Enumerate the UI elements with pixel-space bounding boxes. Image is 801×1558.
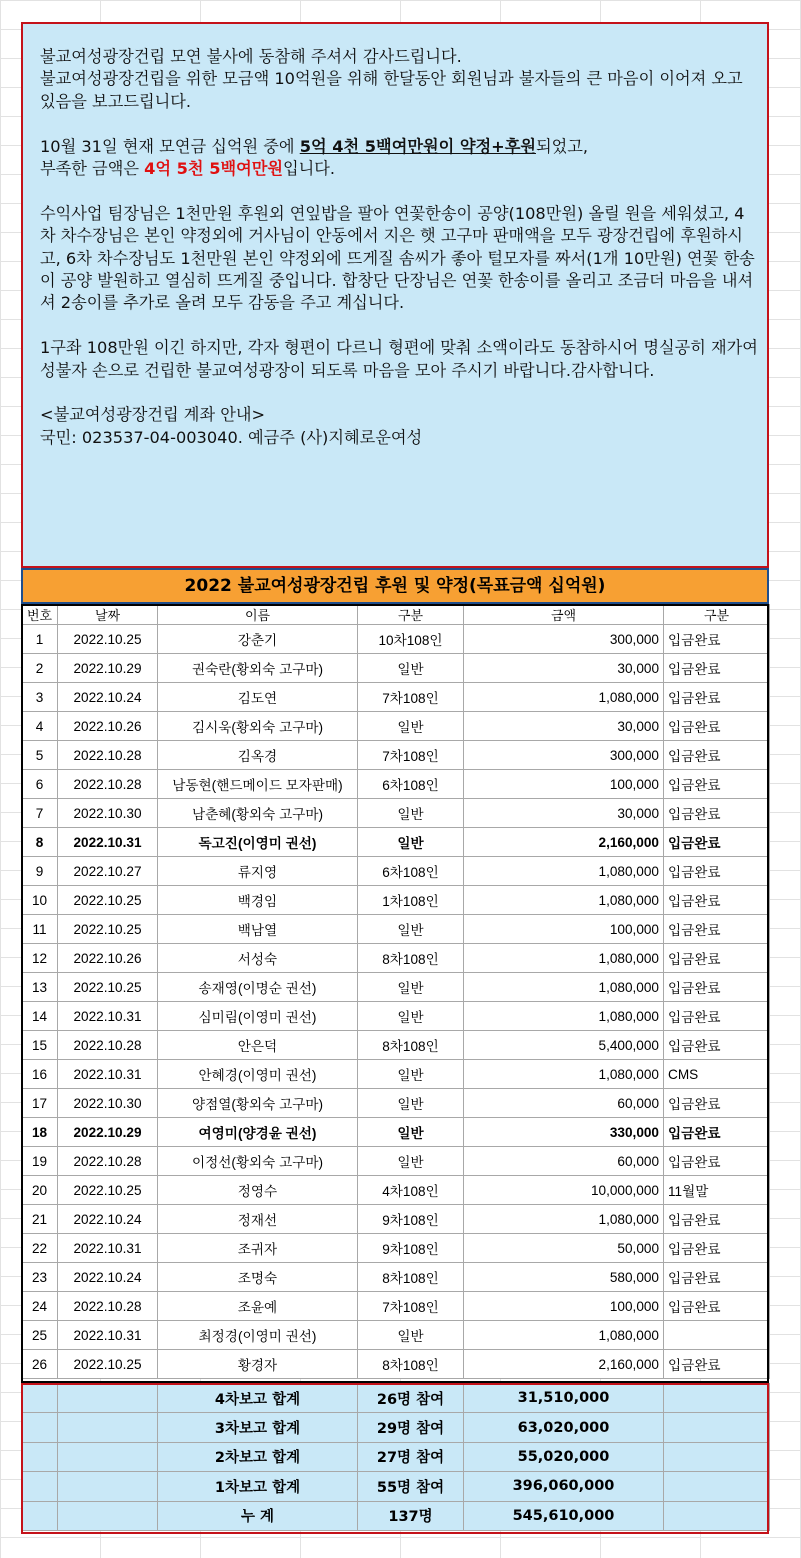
row-type: 일반 <box>358 654 464 683</box>
row-type: 6차108인 <box>358 857 464 886</box>
summary-label: 4차보고 합계 <box>158 1384 358 1413</box>
table-row <box>22 712 770 741</box>
row-name: 류지영 <box>158 857 358 886</box>
row-name: 이정선(황외숙 고구마) <box>158 1147 358 1176</box>
donation-table <box>21 604 770 1379</box>
row-type: 일반 <box>358 1089 464 1118</box>
row-type: 8차108인 <box>358 1350 464 1379</box>
row-date: 2022.10.26 <box>58 944 158 973</box>
row-status: 입금완료 <box>664 654 770 683</box>
row-date: 2022.10.25 <box>58 625 158 654</box>
row-type: 일반 <box>358 1118 464 1147</box>
summary-blank <box>58 1413 158 1442</box>
row-date: 2022.10.31 <box>58 1321 158 1350</box>
row-status: 입금완료 <box>664 712 770 741</box>
table-row <box>22 1321 770 1350</box>
row-name: 조윤예 <box>158 1292 358 1321</box>
row-type: 일반 <box>358 712 464 741</box>
row-date: 2022.10.29 <box>58 654 158 683</box>
row-amount: 1,080,000 <box>464 857 664 886</box>
row-no: 10 <box>22 886 58 915</box>
row-type: 일반 <box>358 973 464 1002</box>
summary-participants: 27명 참여 <box>358 1442 464 1471</box>
row-amount: 100,000 <box>464 1292 664 1321</box>
row-no: 16 <box>22 1060 58 1089</box>
row-no: 12 <box>22 944 58 973</box>
summary-amount: 396,060,000 <box>464 1472 664 1501</box>
row-no: 22 <box>22 1234 58 1263</box>
row-name: 심미림(이영미 권선) <box>158 1002 358 1031</box>
row-no: 24 <box>22 1292 58 1321</box>
summary-participants: 137명 <box>358 1501 464 1530</box>
row-status: 입금완료 <box>664 799 770 828</box>
table-title: 2022 불교여성광장건립 후원 및 약정(목표금액 십억원) <box>21 568 769 604</box>
row-name: 정영수 <box>158 1176 358 1205</box>
row-date: 2022.10.24 <box>58 683 158 712</box>
summary-body <box>22 1384 770 1531</box>
summary-blank <box>664 1413 770 1442</box>
col-header-amount: 금액 <box>464 605 664 625</box>
pledged-amount: 5억 4천 5백여만원이 약정+후원 <box>299 136 536 156</box>
summary-blank <box>22 1501 58 1530</box>
row-amount: 2,160,000 <box>464 1350 664 1379</box>
table-row <box>22 770 770 799</box>
notice-report: 불교여성광장건립을 위한 모금액 10억원을 위해 한달동안 회원님과 불자들의 큰 마음이 이어져 오고 있음을 보고드립니다. <box>40 69 743 111</box>
row-type: 8차108인 <box>358 1263 464 1292</box>
row-amount: 30,000 <box>464 654 664 683</box>
row-date: 2022.10.31 <box>58 1234 158 1263</box>
row-status: 입금완료 <box>664 1263 770 1292</box>
row-date: 2022.10.25 <box>58 1176 158 1205</box>
summary-blank <box>58 1442 158 1471</box>
row-status: 11월말 <box>664 1176 770 1205</box>
table-row <box>22 1002 770 1031</box>
row-amount: 100,000 <box>464 915 664 944</box>
row-date: 2022.10.24 <box>58 1263 158 1292</box>
row-no: 7 <box>22 799 58 828</box>
table-row <box>22 1234 770 1263</box>
row-status: 입금완료 <box>664 1147 770 1176</box>
notice-box <box>21 22 769 568</box>
row-name: 최정경(이영미 권선) <box>158 1321 358 1350</box>
table-row <box>22 973 770 1002</box>
row-name: 조명숙 <box>158 1263 358 1292</box>
row-date: 2022.10.26 <box>58 712 158 741</box>
row-no: 14 <box>22 1002 58 1031</box>
table-row <box>22 1292 770 1321</box>
row-date: 2022.10.27 <box>58 857 158 886</box>
row-no: 8 <box>22 828 58 857</box>
row-status: 입금완료 <box>664 1089 770 1118</box>
row-amount: 1,080,000 <box>464 683 664 712</box>
row-type: 7차108인 <box>358 683 464 712</box>
row-amount: 30,000 <box>464 799 664 828</box>
row-date: 2022.10.28 <box>58 1292 158 1321</box>
table-row <box>22 799 770 828</box>
row-type: 일반 <box>358 1321 464 1350</box>
table-row <box>22 1147 770 1176</box>
summary-blank <box>22 1472 58 1501</box>
row-type: 일반 <box>358 1060 464 1089</box>
summary-participants: 29명 참여 <box>358 1413 464 1442</box>
row-amount: 1,080,000 <box>464 1205 664 1234</box>
notice-shortfall: 부족한 금액은 4억 5천 5백여만원입니다. <box>40 159 336 179</box>
row-date: 2022.10.30 <box>58 799 158 828</box>
table-row <box>22 1089 770 1118</box>
row-name: 백남열 <box>158 915 358 944</box>
row-name: 양점열(황외숙 고구마) <box>158 1089 358 1118</box>
summary-amount: 31,510,000 <box>464 1384 664 1413</box>
row-amount: 300,000 <box>464 625 664 654</box>
row-no: 5 <box>22 741 58 770</box>
row-name: 송재영(이명순 권선) <box>158 973 358 1002</box>
row-amount: 580,000 <box>464 1263 664 1292</box>
summary-label: 3차보고 합계 <box>158 1413 358 1442</box>
row-name: 김도연 <box>158 683 358 712</box>
summary-row <box>22 1413 770 1442</box>
row-status: 입금완료 <box>664 1205 770 1234</box>
row-date: 2022.10.31 <box>58 1002 158 1031</box>
row-amount: 1,080,000 <box>464 1002 664 1031</box>
table-row <box>22 1031 770 1060</box>
summary-blank <box>664 1384 770 1413</box>
row-no: 11 <box>22 915 58 944</box>
row-amount: 60,000 <box>464 1147 664 1176</box>
summary-blank <box>22 1442 58 1471</box>
row-type: 일반 <box>358 915 464 944</box>
summary-blank <box>664 1472 770 1501</box>
row-status: CMS <box>664 1060 770 1089</box>
row-no: 25 <box>22 1321 58 1350</box>
row-type: 7차108인 <box>358 1292 464 1321</box>
summary-row <box>22 1384 770 1413</box>
notice-status: 10월 31일 현재 모연금 십억원 중에 5억 4천 5백여만원이 약정+후원되었고, <box>40 136 589 156</box>
table-row <box>22 625 770 654</box>
row-status: 입금완료 <box>664 857 770 886</box>
row-name: 남동현(핸드메이드 모자판매) <box>158 770 358 799</box>
col-header-date: 날짜 <box>58 605 158 625</box>
row-amount: 1,080,000 <box>464 944 664 973</box>
row-no: 15 <box>22 1031 58 1060</box>
summary-amount: 63,020,000 <box>464 1413 664 1442</box>
row-type: 10차108인 <box>358 625 464 654</box>
row-amount: 60,000 <box>464 1089 664 1118</box>
table-row <box>22 683 770 712</box>
row-status: 입금완료 <box>664 1234 770 1263</box>
row-date: 2022.10.28 <box>58 741 158 770</box>
row-date: 2022.10.28 <box>58 770 158 799</box>
row-amount: 1,080,000 <box>464 1321 664 1350</box>
table-row <box>22 1176 770 1205</box>
table-row <box>22 944 770 973</box>
shortfall-amount: 4억 5천 5백여만원 <box>144 159 284 179</box>
row-date: 2022.10.28 <box>58 1031 158 1060</box>
row-status: 입금완료 <box>664 770 770 799</box>
summary-label: 1차보고 합계 <box>158 1472 358 1501</box>
table-row <box>22 1263 770 1292</box>
row-status: 입금완료 <box>664 1031 770 1060</box>
row-name: 김시욱(황외숙 고구마) <box>158 712 358 741</box>
summary-blank <box>58 1501 158 1530</box>
table-row <box>22 915 770 944</box>
row-type: 1차108인 <box>358 886 464 915</box>
row-status: 입금완료 <box>664 973 770 1002</box>
row-status: 입금완료 <box>664 1292 770 1321</box>
row-no: 4 <box>22 712 58 741</box>
summary-label: 2차보고 합계 <box>158 1442 358 1471</box>
account-title: <불교여성광장건립 계좌 안내> <box>40 405 266 425</box>
summary-amount: 55,020,000 <box>464 1442 664 1471</box>
row-no: 19 <box>22 1147 58 1176</box>
row-type: 일반 <box>358 1002 464 1031</box>
table-row <box>22 654 770 683</box>
row-status: 입금완료 <box>664 944 770 973</box>
row-date: 2022.10.28 <box>58 1147 158 1176</box>
row-type: 일반 <box>358 1147 464 1176</box>
row-type: 7차108인 <box>358 741 464 770</box>
row-no: 17 <box>22 1089 58 1118</box>
row-amount: 300,000 <box>464 741 664 770</box>
row-date: 2022.10.25 <box>58 915 158 944</box>
summary-row <box>22 1442 770 1471</box>
row-name: 황경자 <box>158 1350 358 1379</box>
summary-blank <box>664 1442 770 1471</box>
row-type: 일반 <box>358 799 464 828</box>
row-no: 3 <box>22 683 58 712</box>
row-date: 2022.10.31 <box>58 828 158 857</box>
row-status: 입금완료 <box>664 1002 770 1031</box>
row-no: 26 <box>22 1350 58 1379</box>
row-no: 20 <box>22 1176 58 1205</box>
table-row <box>22 886 770 915</box>
summary-row <box>22 1472 770 1501</box>
row-name: 서성숙 <box>158 944 358 973</box>
row-amount: 330,000 <box>464 1118 664 1147</box>
summary-blank <box>22 1413 58 1442</box>
summary-amount: 545,610,000 <box>464 1501 664 1530</box>
row-status: 입금완료 <box>664 1350 770 1379</box>
table-row <box>22 1205 770 1234</box>
summary-row <box>22 1501 770 1530</box>
row-status: 입금완료 <box>664 625 770 654</box>
row-amount: 100,000 <box>464 770 664 799</box>
row-name: 백경임 <box>158 886 358 915</box>
row-no: 18 <box>22 1118 58 1147</box>
row-no: 1 <box>22 625 58 654</box>
row-date: 2022.10.24 <box>58 1205 158 1234</box>
table-row <box>22 828 770 857</box>
row-date: 2022.10.25 <box>58 886 158 915</box>
row-name: 조귀자 <box>158 1234 358 1263</box>
row-type: 일반 <box>358 828 464 857</box>
row-no: 6 <box>22 770 58 799</box>
row-date: 2022.10.31 <box>58 1060 158 1089</box>
row-type: 6차108인 <box>358 770 464 799</box>
row-status: 입금완료 <box>664 828 770 857</box>
row-status: 입금완료 <box>664 683 770 712</box>
row-status <box>664 1321 770 1350</box>
table-row <box>22 1060 770 1089</box>
table-header-row <box>22 605 770 625</box>
row-status: 입금완료 <box>664 741 770 770</box>
col-header-no: 번호 <box>22 605 58 625</box>
summary-table <box>21 1383 770 1531</box>
row-name: 안은덕 <box>158 1031 358 1060</box>
summary-blank <box>58 1384 158 1413</box>
row-amount: 30,000 <box>464 712 664 741</box>
row-type: 8차108인 <box>358 944 464 973</box>
table-row <box>22 741 770 770</box>
notice-stories: 수익사업 팀장님은 1천만원 후원외 연잎밥을 팔아 연꽃한송이 공양(108만원) 올릴 원을 세워셨고, 4차 차수장님은 본인 약정외에 거사님이 안동에서 지은 햇 고구마 판매액을 모두 광장건립에 후원하시고, 6차 차수장님도 1천만원 본인 약정외에 뜨게질 솜씨가 좋아 털모자를 짜서(1개 10만원) 연꽃 한송이 공양 발원하고 열심히 뜨게질 중입니다. 합창단 단장님은 연꽃 한송이를 올리고 조금더 마음을 내셔셔 2송이를 추가로 올려 모두 감동을 주고 계십니다. <box>40 203 755 313</box>
notice-appeal: 1구좌 108만원 이긴 하지만, 각자 형편이 다르니 형편에 맞춰 소액이라도 동참하시어 명실공히 재가여성불자 손으로 건립한 불교여성광장이 되도록 마음을 모아 주시기 바랍니다.감사합니다. <box>40 338 758 380</box>
row-status: 입금완료 <box>664 1118 770 1147</box>
table-body <box>22 625 770 1379</box>
row-amount: 1,080,000 <box>464 886 664 915</box>
row-date: 2022.10.29 <box>58 1118 158 1147</box>
row-amount: 1,080,000 <box>464 1060 664 1089</box>
account-info: 국민: 023537-04-003040. 예금주 (사)지혜로운여성 <box>40 427 423 447</box>
row-name: 강춘기 <box>158 625 358 654</box>
row-no: 2 <box>22 654 58 683</box>
col-header-status: 구분 <box>664 605 770 625</box>
row-name: 여영미(양경윤 권선) <box>158 1118 358 1147</box>
row-name: 김옥경 <box>158 741 358 770</box>
row-amount: 2,160,000 <box>464 828 664 857</box>
row-no: 9 <box>22 857 58 886</box>
summary-participants: 26명 참여 <box>358 1384 464 1413</box>
row-type: 4차108인 <box>358 1176 464 1205</box>
table-row <box>22 1350 770 1379</box>
row-name: 권숙란(황외숙 고구마) <box>158 654 358 683</box>
summary-participants: 55명 참여 <box>358 1472 464 1501</box>
col-header-name: 이름 <box>158 605 358 625</box>
row-name: 독고진(이영미 권선) <box>158 828 358 857</box>
row-name: 안혜경(이영미 권선) <box>158 1060 358 1089</box>
row-no: 21 <box>22 1205 58 1234</box>
row-status: 입금완료 <box>664 886 770 915</box>
notice-thanks: 불교여성광장건립 모연 불사에 동참해 주셔서 감사드립니다. <box>40 47 462 66</box>
row-status: 입금완료 <box>664 915 770 944</box>
row-amount: 50,000 <box>464 1234 664 1263</box>
row-amount: 10,000,000 <box>464 1176 664 1205</box>
summary-label: 누 계 <box>158 1501 358 1530</box>
row-amount: 5,400,000 <box>464 1031 664 1060</box>
summary-blank <box>22 1384 58 1413</box>
table-row <box>22 857 770 886</box>
row-name: 남춘혜(황외숙 고구마) <box>158 799 358 828</box>
row-type: 8차108인 <box>358 1031 464 1060</box>
row-date: 2022.10.25 <box>58 973 158 1002</box>
row-date: 2022.10.25 <box>58 1350 158 1379</box>
row-type: 9차108인 <box>358 1234 464 1263</box>
table-row <box>22 1118 770 1147</box>
summary-blank <box>664 1501 770 1530</box>
row-type: 9차108인 <box>358 1205 464 1234</box>
row-date: 2022.10.30 <box>58 1089 158 1118</box>
row-no: 13 <box>22 973 58 1002</box>
row-no: 23 <box>22 1263 58 1292</box>
row-name: 정재선 <box>158 1205 358 1234</box>
summary-blank <box>58 1472 158 1501</box>
row-amount: 1,080,000 <box>464 973 664 1002</box>
col-header-type: 구분 <box>358 605 464 625</box>
